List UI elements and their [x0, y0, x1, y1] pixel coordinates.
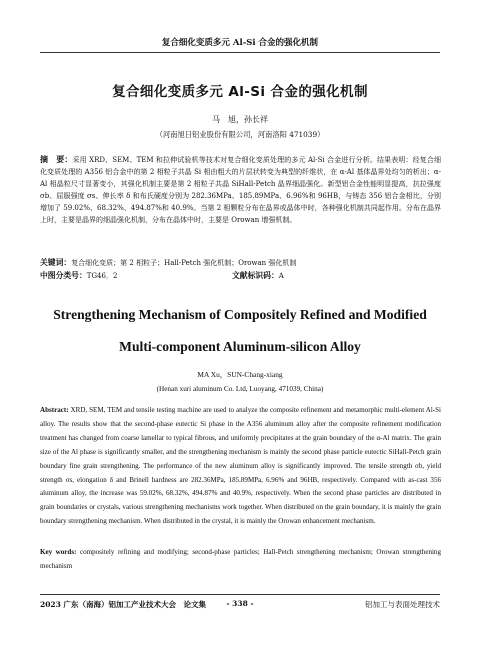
english-abstract — [40, 404, 441, 529]
chinese-affiliation: （河南旭日铝业股份有限公司，河南洛阳 471039） — [155, 130, 325, 139]
english-title-line-1: Strengthening Mechanism of Compositely Refined and Modified — [53, 307, 427, 322]
english-affiliation: (Henan xuri aluminum Co. Ltd, Luoyang, 471039, China) — [156, 385, 324, 393]
document-code — [232, 270, 284, 281]
page-number: - 338 - — [226, 599, 254, 608]
english-keywords — [40, 546, 441, 574]
footer-rule — [40, 594, 440, 595]
document-code-value: A — [278, 272, 284, 280]
header-rule — [40, 52, 440, 53]
english-title — [20, 303, 460, 359]
english-abstract-text: XRD, SEM, TEM and tensile testing machine are used to analyze the composite refinement and metamorphic multi-element Al-Si alloy. The results show that the second-phase eutectic Si phase in the A356 aluminum alloy after the composite refinement modification treatment has changed from coarse lamellar to typical fibrous, and uniformly precipitates at the grain boundary of the α-Al matrix. The grain size of the Al phase is significantly smaller, and the strengthening mechanism is mainly the second phase particle eutectic SiHall-Petch grain boundary fine grain strengthening. The performance of the new aluminum alloy is significantly improved. The tensile strength σb, yield strength σs, elongation δ and Brinell hardness are 282.36MPa, 185.89MPa, 6.96% and 96HB, respectively. Compared with as-cast 356 aluminum alloy, the increase was 59.02%, 68.32%, 494.87% and 40.9%, respectively. When the second phase particles are distributed in grain boundaries or crystals, various strengthening mechanisms work together. When distributed on the grain boundary, it is mainly the grain boundary strengthening mechanism. When distributed in the crystal, it is mainly the Orowan enhancement mechanism. — [40, 406, 441, 526]
english-keywords-label: Key words: — [40, 548, 77, 556]
chinese-abstract-label: 摘 要： — [40, 155, 73, 164]
footer-section: 铝加工与表面处理技术 — [365, 600, 440, 609]
document-code-label: 文献标识码： — [232, 271, 279, 280]
english-authors: MA Xu，SUN-Chang-xiang — [197, 370, 283, 379]
classification-label: 中图分类号： — [40, 271, 87, 280]
chinese-keywords-label: 关键词： — [40, 258, 72, 267]
chinese-authors: 马 旭，孙长祥 — [212, 115, 268, 124]
classification-value: TG46．2 — [86, 272, 118, 280]
chinese-keywords — [40, 257, 441, 269]
chinese-title: 复合细化变质多元 Al-Si 合金的强化机制 — [112, 84, 368, 100]
english-title-line-2: Multi-component Aluminum-silicon Alloy — [119, 339, 361, 354]
chinese-abstract — [40, 154, 441, 227]
running-header: 复合细化变质多元 Al-Si 合金的强化机制 — [161, 38, 319, 48]
footer-proceedings: 2023 广东（南海）铝加工产业技术大会 论文集 — [40, 600, 206, 609]
chinese-abstract-text: 采用 XRD、SEM、TEM 和拉伸试验机等技术对复合细化变质处理的多元 Al-Si 合金进行分析。结果表明：经复合细化变质处理的 A356 铝合金中的第 2 相粒子共晶 Si 相由粗大的片层状转变为典型的纤维状，在 α-Al 基体晶界处均匀的析出；α-Al 相晶粒尺寸显著变小，其强化机制主要是第 2 相粒子共晶 SiHall-Petch 晶界细晶强化。新型铝合金性能明显提高，抗拉强度 σb、屈服强度 σs、伸长率 δ 和布氏硬度分别为 282.36MPa、185.89MPa、6.96%和 96HB，与铸态 356 铝合金相比，分别增加了 59.02%、68.32%、494.87%和 40.9%。当第 2 相颗粒分布在晶界或晶体中时，各种强化机制共同起作用。分布在晶界上时，主要是晶界的细晶强化机制，分布在晶体中时，主要是 Orowan 增强机制。 — [40, 156, 442, 225]
english-keywords-text: compositely refining and modifying; second-phase particles; Hall-Petch strengthening mechanism; Orowan strengthening mechanism — [40, 548, 441, 570]
english-abstract-label: Abstract: — [40, 406, 69, 414]
chinese-keywords-text: 复合细化变质；第 2 相粒子；Hall-Petch 强化机制；Orowan 强化机制 — [71, 259, 297, 267]
